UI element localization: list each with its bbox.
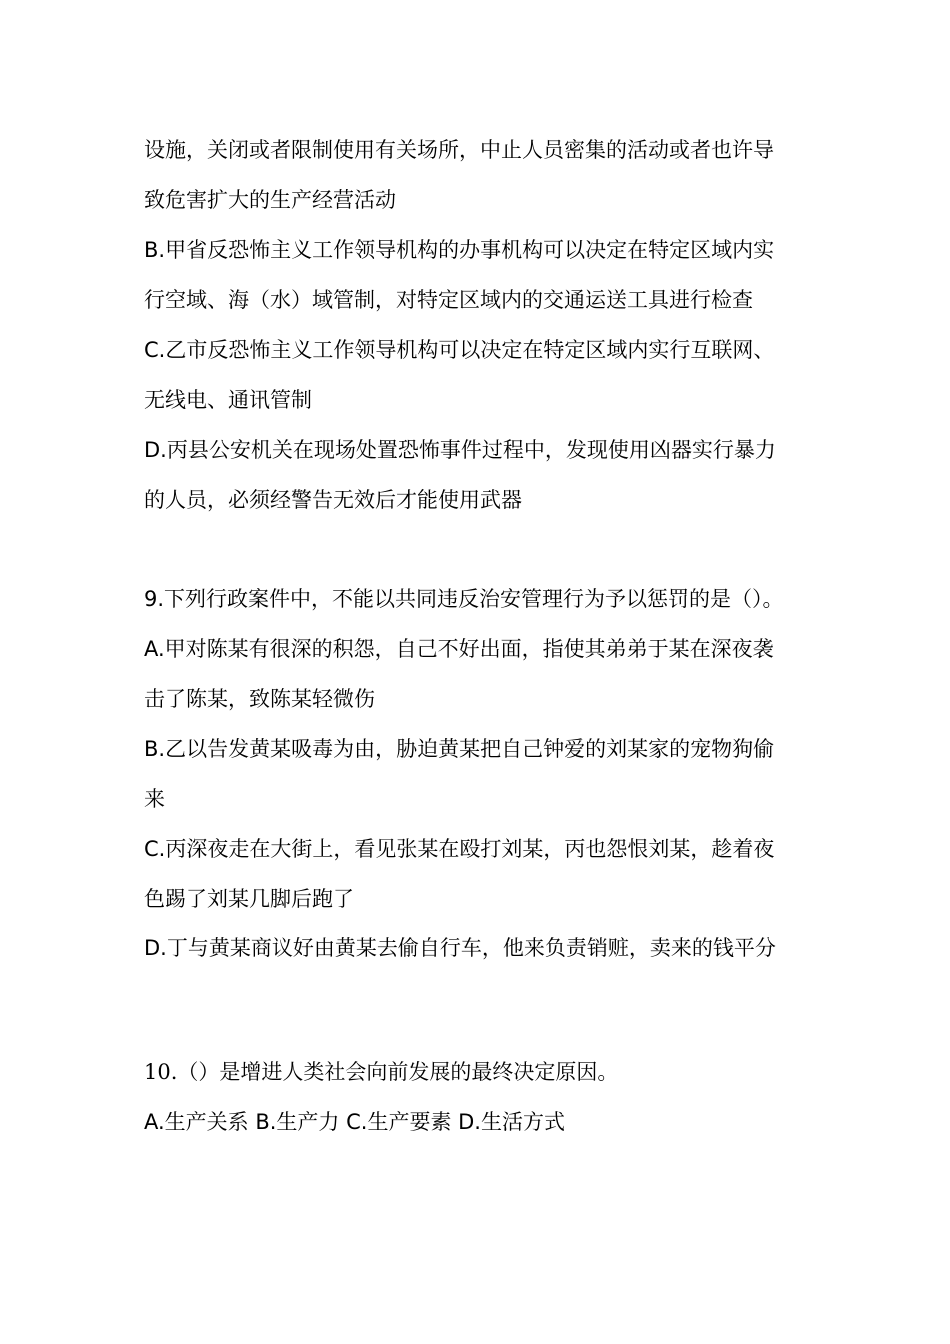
q9-stem: 9.下列行政案件中，不能以共同违反治安管理行为予以惩罚的是（）。 [144,587,784,611]
q8-option-b-line-1: B.甲省反恐怖主义工作领导机构的办事机构可以决定在特定区域内实 [144,238,775,262]
q9-option-c-line-2: 色踢了刘某几脚后跑了 [144,887,354,911]
q8-text-line-1: 设施，关闭或者限制使用有关场所，中止人员密集的活动或者也许导 [144,138,774,162]
q9-option-d-line-1: D.丁与黄某商议好由黄某去偷自行车，他来负责销赃，卖来的钱平分 [144,936,776,960]
q8-option-d-line-1: D.丙县公安机关在现场处置恐怖事件过程中，发现使用凶器实行暴力 [144,438,776,462]
q10-options: A.生产关系 B.生产力 C.生产要素 D.生活方式 [144,1110,565,1134]
q9-option-b-line-2: 来 [144,787,165,811]
q9-option-a-line-1: A.甲对陈某有很深的积怨，自己不好出面，指使其弟弟于某在深夜袭 [144,637,774,661]
q8-option-c-line-2: 无线电、通讯管制 [144,388,312,412]
q9-option-b-line-1: B.乙以告发黄某吸毒为由，胁迫黄某把自己钟爱的刘某家的宠物狗偷 [144,737,775,761]
q10-stem: 10.（）是增进人类社会向前发展的最终决定原因。 [144,1060,619,1084]
q8-option-b-line-2: 行空域、海（水）域管制，对特定区域内的交通运送工具进行检查 [144,288,753,312]
q8-option-c-line-1: C.乙市反恐怖主义工作领导机构可以决定在特定区域内实行互联网、 [144,338,775,362]
q9-option-c-line-1: C.丙深夜走在大街上，看见张某在殴打刘某，丙也怨恨刘某，趁着夜 [144,837,775,861]
q9-option-a-line-2: 击了陈某，致陈某轻微伤 [144,687,375,711]
q8-option-d-line-2: 的人员，必须经警告无效后才能使用武器 [144,488,522,512]
q8-text-line-2: 致危害扩大的生产经营活动 [144,188,396,212]
